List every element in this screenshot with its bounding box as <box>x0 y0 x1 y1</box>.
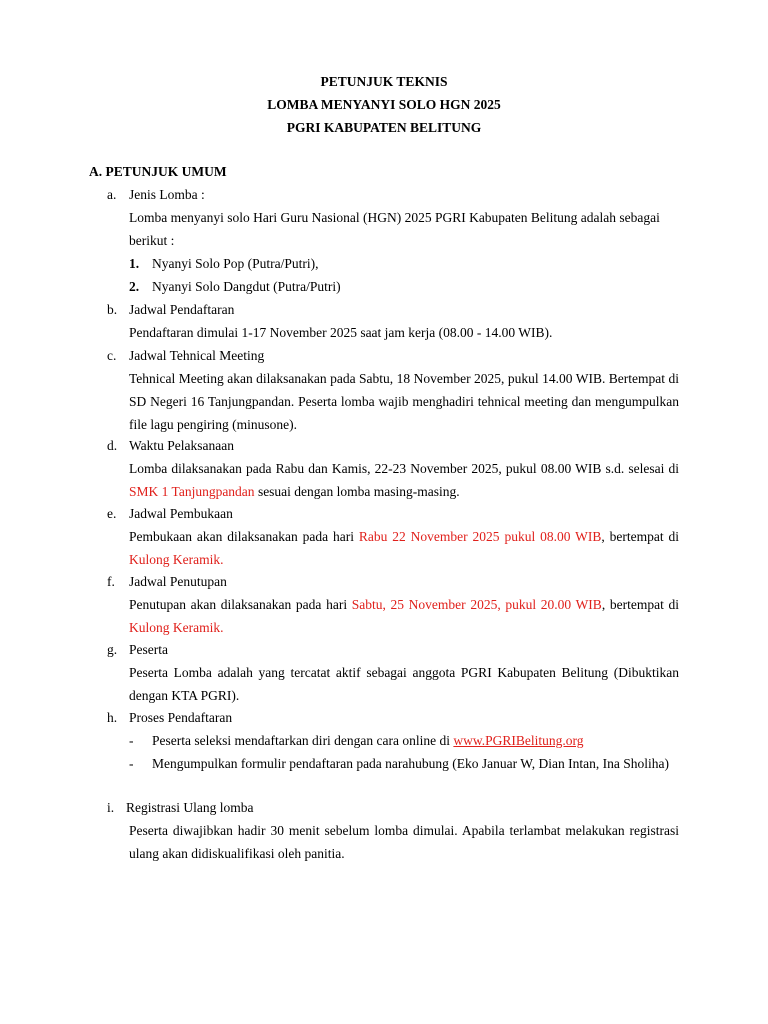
item-marker: h. <box>107 710 118 725</box>
item-paragraph: Peserta diwajibkan hadir 30 menit sebelum lomba dimulai. Apabila terlambat melakukan registrasi ulang akan didiskualifikasi oleh panitia. <box>129 823 679 861</box>
venue-highlight: Kulong Keramik. <box>129 620 224 635</box>
item-marker: c. <box>107 348 117 363</box>
item-label: Peserta <box>129 642 168 657</box>
item-label: Proses Pendaftaran <box>129 710 233 725</box>
list-number: 2. <box>129 279 140 294</box>
paragraph-text: sesuai dengan lomba masing-masing. <box>254 484 460 499</box>
date-highlight: Sabtu, 25 November 2025, pukul 20.00 WIB <box>351 597 602 612</box>
item-label: Jadwal Pembukaan <box>129 506 233 521</box>
list-text <box>152 729 679 752</box>
item-marker: i. <box>107 800 115 815</box>
item-label: Waktu Pelaksanaan <box>129 438 235 453</box>
item-marker: e. <box>107 506 117 521</box>
list-number: 1. <box>129 256 140 271</box>
item-paragraph: Tehnical Meeting akan dilaksanakan pada Sabtu, 18 November 2025, pukul 14.00 WIB. Bertempat di SD Negeri 16 Tanjungpandan. Peserta lomba wajib menghadiri tehnical meeting dan mengumpulkan file lagu pengiring (minusone). <box>129 371 679 432</box>
paragraph-text: , bertempat di <box>601 529 679 544</box>
title-line-2: LOMBA MENYANYI SOLO HGN 2025 <box>267 97 501 112</box>
item-paragraph <box>129 525 679 571</box>
date-highlight: Rabu 22 November 2025 pukul 08.00 WIB <box>358 529 602 544</box>
paragraph-text: , bertempat di <box>601 597 679 612</box>
website-link[interactable]: www.PGRIBelitung.org <box>453 733 584 748</box>
item-paragraph: Lomba menyanyi solo Hari Guru Nasional (HGN) 2025 PGRI Kabupaten Belitung adalah sebagai berikut : <box>129 210 660 248</box>
list-text: Nyanyi Solo Dangdut (Putra/Putri) <box>152 279 341 294</box>
item-marker: f. <box>107 574 115 589</box>
title-line-1: PETUNJUK TEKNIS <box>320 74 448 89</box>
title-line-3: PGRI KABUPATEN BELITUNG <box>286 120 482 135</box>
list-text: Mengumpulkan formulir pendaftaran pada narahubung (Eko Januar W, Dian Intan, Ina Sholiha) <box>152 756 669 771</box>
dash-bullet: - <box>129 756 134 771</box>
item-marker: a. <box>107 187 117 202</box>
item-label: Jenis Lomba : <box>129 187 205 202</box>
paragraph-text: Pembukaan akan dilaksanakan pada hari <box>129 529 359 544</box>
item-marker: b. <box>107 302 118 317</box>
paragraph-text: Lomba dilaksanakan pada Rabu dan Kamis, 22-23 November 2025, pukul 08.00 WIB s.d. selesai di <box>129 461 679 476</box>
item-paragraph: Peserta Lomba adalah yang tercatat aktif sebagai anggota PGRI Kabupaten Belitung (Dibuktikan dengan KTA PGRI). <box>129 665 679 703</box>
section-heading: A. PETUNJUK UMUM <box>89 164 227 179</box>
item-label: Registrasi Ulang lomba <box>126 800 254 815</box>
dash-bullet: - <box>129 733 134 748</box>
item-marker: d. <box>107 438 118 453</box>
item-paragraph: Pendaftaran dimulai 1-17 November 2025 saat jam kerja (08.00 - 14.00 WIB). <box>129 325 553 340</box>
item-label: Jadwal Tehnical Meeting <box>129 348 265 363</box>
list-text: Nyanyi Solo Pop (Putra/Putri), <box>152 256 319 271</box>
venue-highlight: Kulong Keramik. <box>129 552 224 567</box>
venue-highlight: SMK 1 Tanjungpandan <box>129 484 255 499</box>
item-paragraph <box>129 457 679 503</box>
paragraph-text: Peserta seleksi mendaftarkan diri dengan cara online di <box>152 733 454 748</box>
document-title-block <box>0 70 768 139</box>
item-marker: g. <box>107 642 118 657</box>
paragraph-text: Penutupan akan dilaksanakan pada hari <box>129 597 352 612</box>
item-paragraph <box>129 593 679 639</box>
item-label: Jadwal Pendaftaran <box>129 302 235 317</box>
item-label: Jadwal Penutupan <box>129 574 227 589</box>
